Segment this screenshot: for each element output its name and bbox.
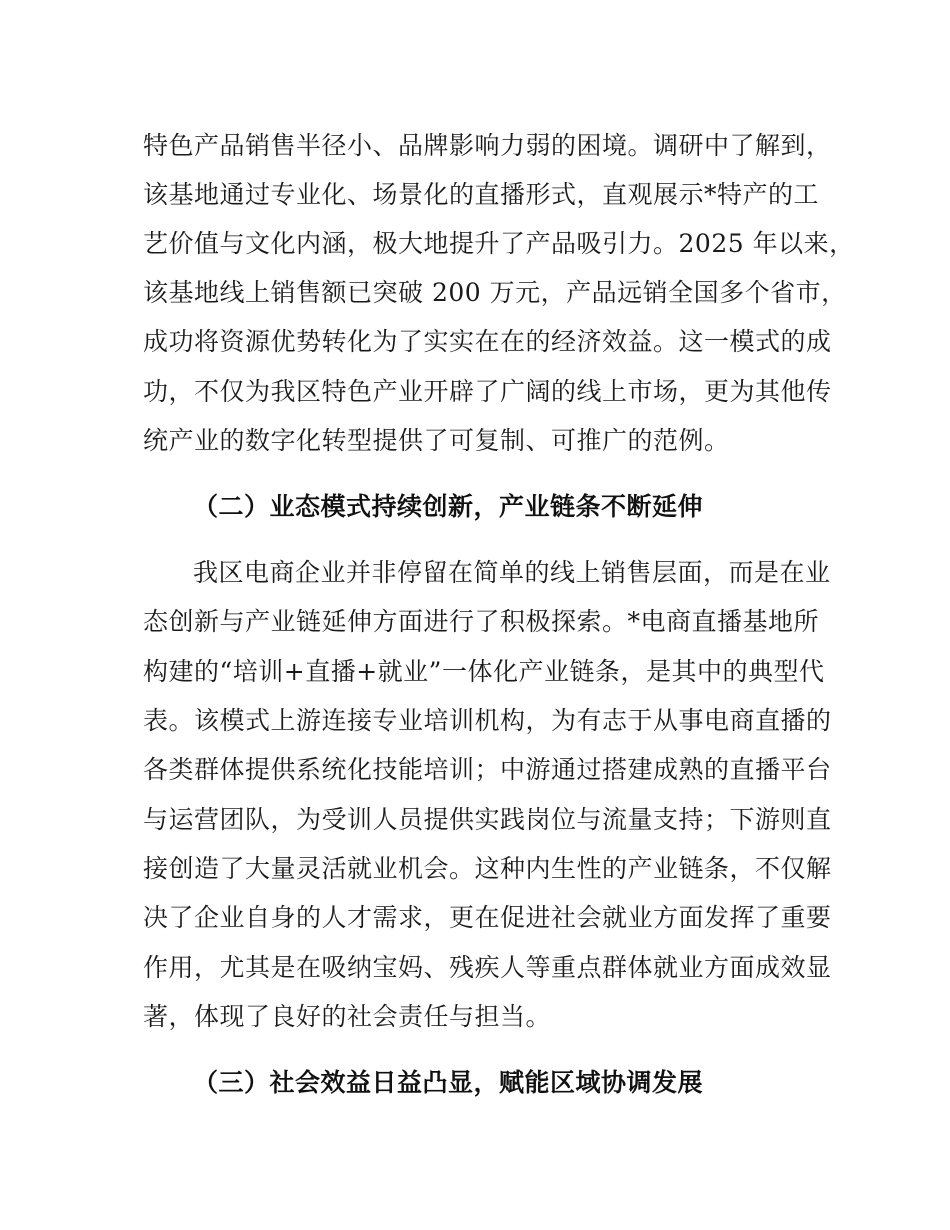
body-text-line: 特色产品销售半径小、品牌影响力弱的困境。调研中了解到， bbox=[143, 131, 832, 160]
body-text-line: 决了企业自身的人才需求，更在促进社会就业方面发挥了重要 bbox=[143, 903, 832, 932]
section-heading-2: （二）业态模式持续创新，产业链条不断延伸 bbox=[193, 492, 704, 521]
body-text-line: 统产业的数字化转型提供了可复制、可推广的范例。 bbox=[143, 426, 730, 455]
body-text-line: 该基地通过专业化、场景化的直播形式，直观展示*特产的工 bbox=[143, 180, 820, 209]
body-text-line: 成功将资源优势转化为了实实在在的经济效益。这一模式的成 bbox=[143, 327, 832, 356]
body-text-line: 艺价值与文化内涵，极大地提升了产品吸引力。2025 年以来， bbox=[143, 229, 855, 258]
body-text-line: 功，不仅为我区特色产业开辟了广阔的线上市场，更为其他传 bbox=[143, 377, 832, 406]
section-heading-3: （三）社会效益日益凸显，赋能区域协调发展 bbox=[193, 1068, 704, 1097]
body-text-line: 我区电商企业并非停留在简单的线上销售层面，而是在业 bbox=[193, 558, 831, 587]
body-text-line: 各类群体提供系统化技能培训；中游通过搭建成熟的直播平台 bbox=[143, 755, 832, 784]
body-text-line: 与运营团队，为受训人员提供实践岗位与流量支持；下游则直 bbox=[143, 805, 832, 834]
body-text-line: 该基地线上销售额已突破 200 万元，产品远销全国多个省市， bbox=[143, 278, 847, 307]
body-text-line: 作用，尤其是在吸纳宝妈、残疾人等重点群体就业方面成效显 bbox=[143, 953, 832, 982]
body-text-line: 态创新与产业链延伸方面进行了积极探索。*电商直播基地所 bbox=[143, 607, 820, 636]
body-text-line: 表。该模式上游连接专业培训机构，为有志于从事电商直播的 bbox=[143, 706, 832, 735]
body-text-line: 著，体现了良好的社会责任与担当。 bbox=[143, 1002, 552, 1031]
body-text-line: 接创造了大量灵活就业机会。这种内生性的产业链条，不仅解 bbox=[143, 854, 832, 883]
body-text-line: 构建的“培训+直播+就业”一体化产业链条，是其中的典型代 bbox=[143, 657, 825, 686]
